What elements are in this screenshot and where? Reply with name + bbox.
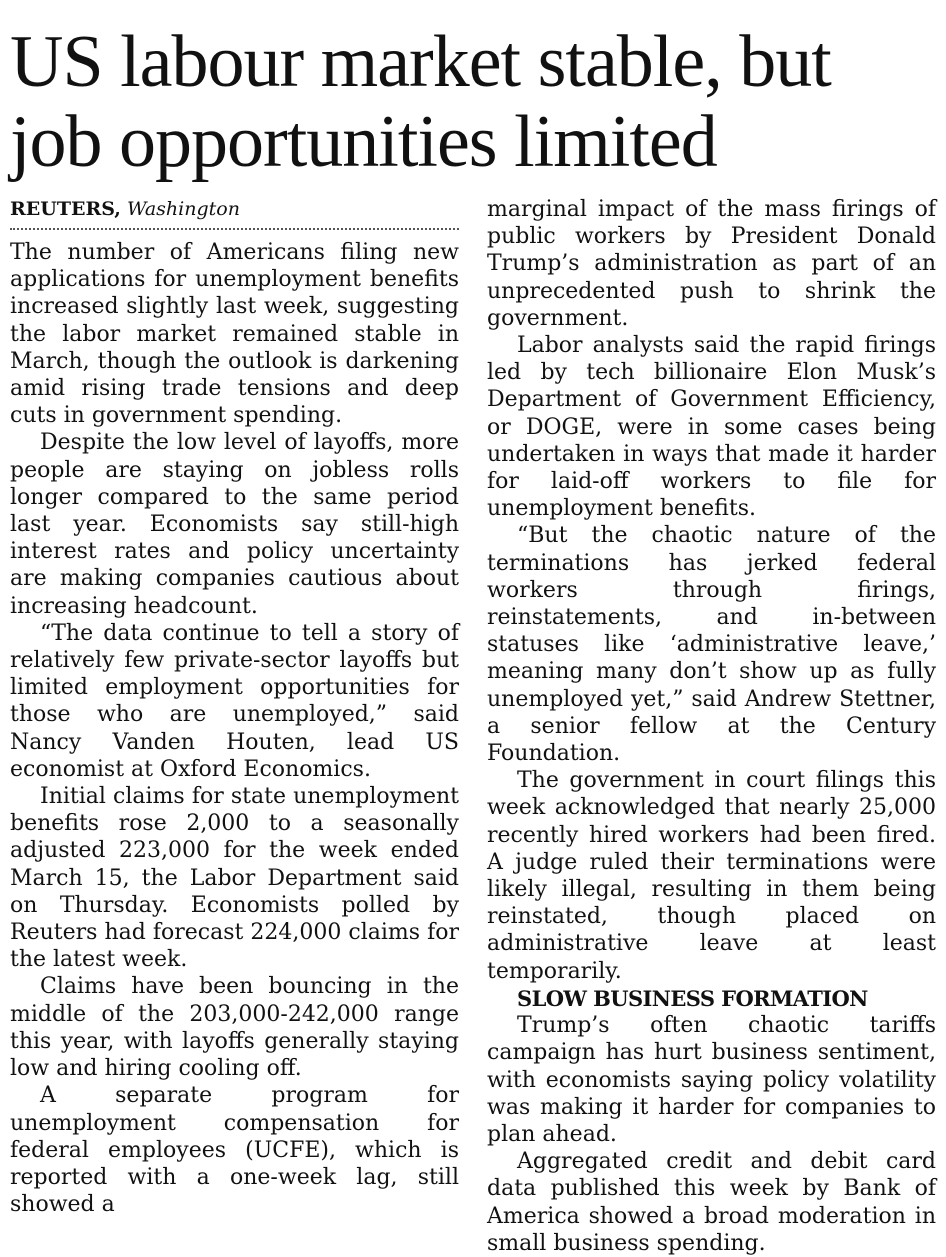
paragraph: Aggregated credit and debit card data published this week by Bank of America showed a broad moderation in small business spending. xyxy=(487,1149,936,1256)
paragraph: The number of Americans filing new applications for unemployment benefits increased slightly last week, suggesting the labor market remained stable in March, though the outlook is darkening amid rising trade tensions and deep cuts in government spending. xyxy=(10,240,459,429)
paragraph: Despite the low level of layoffs, more people are staying on jobless rolls longer compared to the same period last year. Economists say still-high interest rates and policy uncertainty are making companies cautious about increasing headcount. xyxy=(10,430,459,619)
byline-agency: REUTERS, xyxy=(10,198,121,220)
paragraph: A separate program for unemployment compensation for federal employees (UCFE), which is reported with a one-week lag, still showed a xyxy=(10,1083,459,1218)
paragraph: Claims have been bouncing in the middle of the 203,000-242,000 range this year, with layoffs generally staying low and hiring cooling off. xyxy=(10,974,459,1082)
paragraph: “But the chaotic nature of the terminations has jerked federal workers through firings, reinstatements, and in-between statuses like ‘administrative leave,’ meaning many don’t show up as fully unemployed yet,” said Andrew Stettner, a senior fellow at the Century Foundation. xyxy=(487,523,936,767)
byline-dateline: Washington xyxy=(126,198,240,220)
paragraph: Labor analysts said the rapid firings led by tech billionaire Elon Musk’s Department of Government Efficiency, or DOGE, were in some cases being undertaken in ways that made it harder for laid-off workers to file for unemployment benefits. xyxy=(487,333,936,522)
headline: US labour market stable, but job opportunities limited xyxy=(10,21,831,183)
paragraph: The government in court filings this week acknowledged that nearly 25,000 recently hired workers had been fired. A judge ruled their terminations were likely illegal, resulting in them being reinstated, though placed on administrative leave at least temporarily. xyxy=(487,768,936,984)
right-column xyxy=(487,196,936,1257)
byline xyxy=(10,196,459,230)
left-column xyxy=(10,196,459,1218)
subheading: SLOW BUSINESS FORMATION xyxy=(517,985,868,1011)
paragraph: marginal impact of the mass firings of public workers by President Donald Trump’s administration as part of an unprecedented push to shrink the government. xyxy=(487,197,936,331)
paragraph: “The data continue to tell a story of relatively few private-sector layoffs but limited employment opportunities for those who are unemployed,” said Nancy Vanden Houten, lead US economist at Oxford Economics. xyxy=(10,620,459,782)
paragraph: Trump’s often chaotic tariffs campaign has hurt business sentiment, with economists saying policy volatility was making it harder for companies to plan ahead. xyxy=(487,1013,936,1147)
paragraph: Initial claims for state unemployment benefits rose 2,000 to a seasonally adjusted 223,000 for the week ended March 15, the Labor Department said on Thursday. Economists polled by Reuters had forecast 224,000 claims for the latest week. xyxy=(10,784,459,973)
